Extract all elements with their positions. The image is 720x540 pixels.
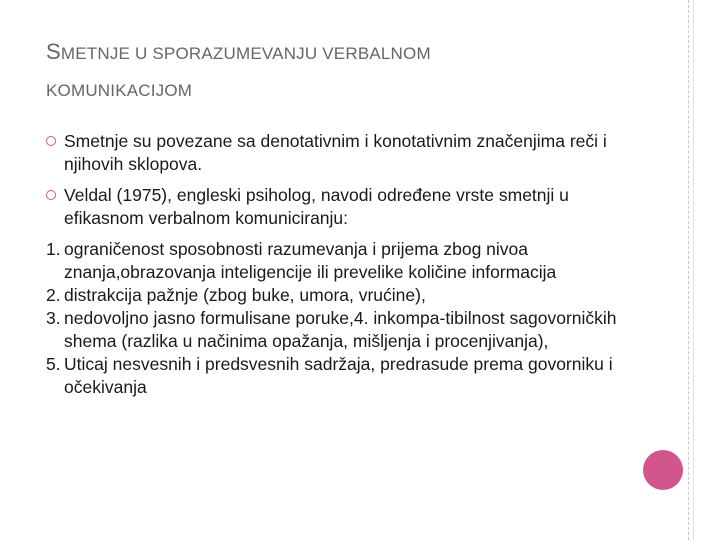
bullet-text: Veldal (1975), engleski psiholog, navodi određene vrste smetnji u efikasnom verbalnom komuniciranju: (64, 185, 569, 228)
bullet-item (46, 130, 626, 176)
bullet-item (46, 184, 626, 230)
frame-line (688, 0, 689, 540)
numbered-item (46, 353, 626, 399)
item-number: 5. (46, 354, 61, 374)
circle-bullet-icon (46, 190, 56, 200)
frame-line-inner (693, 0, 694, 540)
item-text: Uticaj nesvesnih i predsvesnih sadržaja, predrasude prema govorniku i očekivanja (64, 354, 613, 397)
item-text: nedovoljno jasno formulisane poruke,4. inkompa-tibilnost sagovorničkih shema (razlika u načinima opažanja, mišljenja i procenjivanja), (64, 308, 617, 351)
accent-circle (643, 450, 683, 490)
item-number: 3. (46, 308, 61, 328)
bullet-text: Smetnje su povezane sa denotativnim i konotativnim značenjima reči i njihovih sklopova. (64, 131, 607, 174)
item-number: 1. (46, 239, 61, 259)
slide-body (46, 130, 626, 399)
title-initial: S (46, 39, 61, 64)
numbered-item (46, 284, 626, 307)
title-line-2: KOMUNIKACIJOM (46, 81, 193, 100)
item-text: ograničenost sposobnosti razumevanja i prijema zbog nivoa znanja,obrazovanja inteligencije ili prevelike količine informacija (64, 239, 557, 282)
numbered-item (46, 238, 626, 284)
title-line-1 (46, 38, 646, 68)
title-line-1-text: METNJE U SPORAZUMEVANJU VERBALNOM (60, 44, 431, 63)
numbered-item (46, 307, 626, 353)
slide-title (46, 38, 646, 106)
circle-bullet-icon (46, 136, 56, 146)
item-text: distrakcija pažnje (zbog buke, umora, vrućine), (64, 285, 426, 305)
item-number: 2. (46, 285, 61, 305)
